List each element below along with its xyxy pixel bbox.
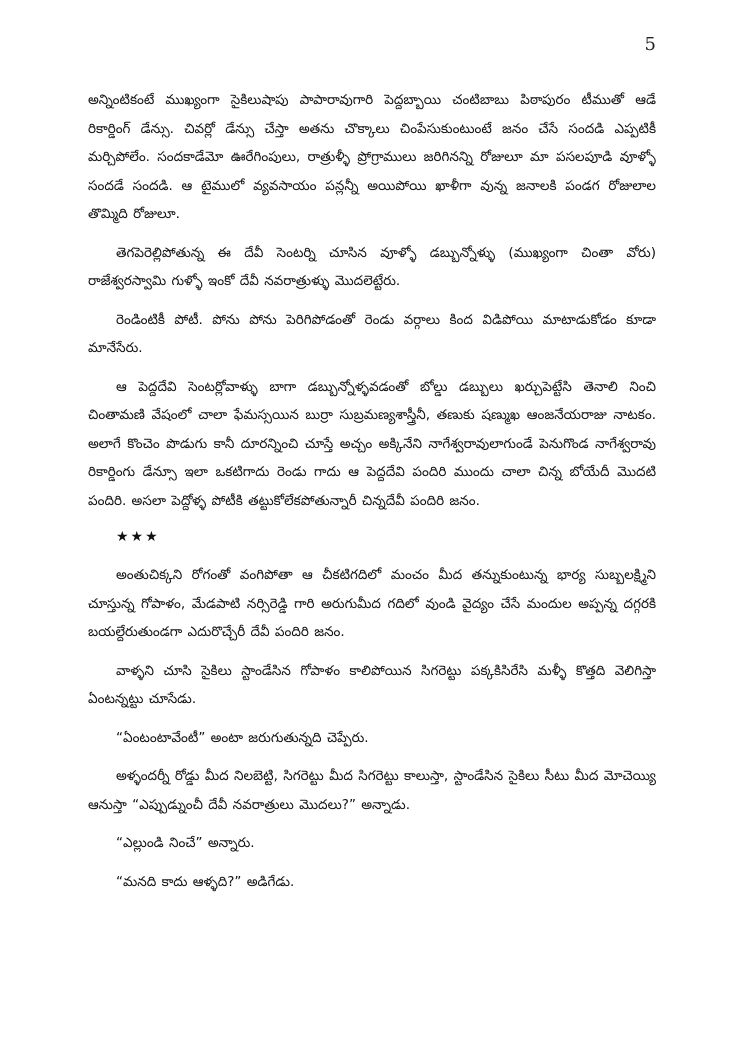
paragraph: తెగపెరెల్లిపోతున్న ఈ దేవీ సెంటర్ని చూసిన వూళ్ళో డబ్బున్నోళ్ళు (ముఖ్యంగా చింతా వోరు) రాజేశ్వరస్వామి గుళ్ళో ఇంకో దేవీ నవరాత్రుళ్ళు మొదలెట్టేరు. <box>88 244 656 289</box>
paragraph: వాళ్ళని చూసి సైకిలు స్టాండేసిన గోపాళం కాలిపోయిన సిగరెట్టు పక్కకిసిరేసి మళ్ళీ కొత్తది వెలిగిస్తా ఏంటన్నట్టు చూసేడు. <box>88 662 656 707</box>
page-body <box>88 86 656 906</box>
paragraph: ఆ పెద్దదేవి సెంటర్లోవాళ్ళు బాగా డబ్బున్నోళ్ళవడంతో బోల్డు డబ్బులు ఖర్చుపెట్టేసి తెనాలి నించి చింతామణి వేషంలో చాలా ఫేమస్సయిన బుర్రా సుబ్రమణ్యశాస్త్రీనీ, తణుకు షణ్ముఖ ఆంజనేయరాజు నాటకం. అలాగే కొంచెం పొడుగు కానీ దూరన్నించి చూస్తే అచ్చం అక్కినేని నాగేశ్వరావులాగుండే పెనుగొండ నాగేశ్వరావు రికార్డింగు డేన్సూ ఇలా ఒకటిగాదు రెండు గాదు ఆ పెద్దదేవి పందిరి ముందు చాలా చిన్న బోయేదీ మొదటి పందిరి. అసలా పెద్దోళ్ళ పోటీకి తట్టుకోలేకపోతున్నారీ చిన్నదేవీ పందిరి జనం. <box>88 378 656 509</box>
paragraph: అంతుచిక్కని రోగంతో వంగిపోతా ఆ చీకటిగదిలో మంచం మీద తన్నుకుంటున్న భార్య సుబ్బలక్ష్మిని చూస్తున్న గోపాళం, మేడపాటి నర్సిరెడ్డి గారి అరుగుమీద గదిలో వుండి వైద్యం చేసే మందుల అప్పన్న దగ్గరకి బయల్దేరుతుండగా ఎదురొచ్చేరీ దేవీ పందిరి జనం. <box>88 567 656 640</box>
paragraph: “మనది కాదు ఆళ్ళది?” అడిగేడు. <box>116 873 295 890</box>
paragraph: రెండింటికీ పోటీ. పోను పోను పెరిగిపోడంతో రెండు వర్గాలు కింద విడిపోయి మాటాడుకోడం కూడా మానేసేరు. <box>88 311 656 356</box>
section-divider: ★★★ <box>116 529 160 545</box>
paragraph: అళ్ళందర్నీ రోడ్డు మీద నిలబెట్టి, సిగరెట్టు మీద సిగరెట్టు కాలుస్తా, స్టాండేసిన సైకిలు సీటు మీద మోచెయ్యి ఆనుస్తా “ఎప్పుడ్నుంచీ దేవీ నవరాత్రులు మొదలు?” అన్నాడు. <box>88 768 656 813</box>
paragraph: “ఏంటంటావేంటీ” అంటా జరుగుతున్నది చెప్పేరు. <box>116 729 369 746</box>
paragraph: “ఎల్లుండి నించే” అన్నారు. <box>116 835 255 851</box>
paragraph: అన్నింటికంటే ముఖ్యంగా సైకిలుషాపు పాపారావుగారి పెద్దబ్బాయి చంటిబాబు పిఠాపురం టీముతో ఆడే రికార్డింగ్ డేన్సు. చివర్లో డేన్సు చేస్తా అతను చొక్కాలు చింపేసుకుంటుంటే జనం చేసే సందడి ఎప్పటికీ మర్చిపోలేం. సందకాడేమో ఊరేగింపులు, రాత్రుళ్ళీ ప్రోగ్రాములు జరిగినన్ని రోజులూ మా పసలపూడి వూళ్ళో సందడే సందడి. ఆ టైములో వ్యవసాయం పన్లన్నీ అయిపోయి ఖాళీగా వున్న జనాలకి పండగ రోజులాల తొమ్మిది రోజులూ. <box>88 92 656 222</box>
page-number: 5 <box>644 34 656 55</box>
